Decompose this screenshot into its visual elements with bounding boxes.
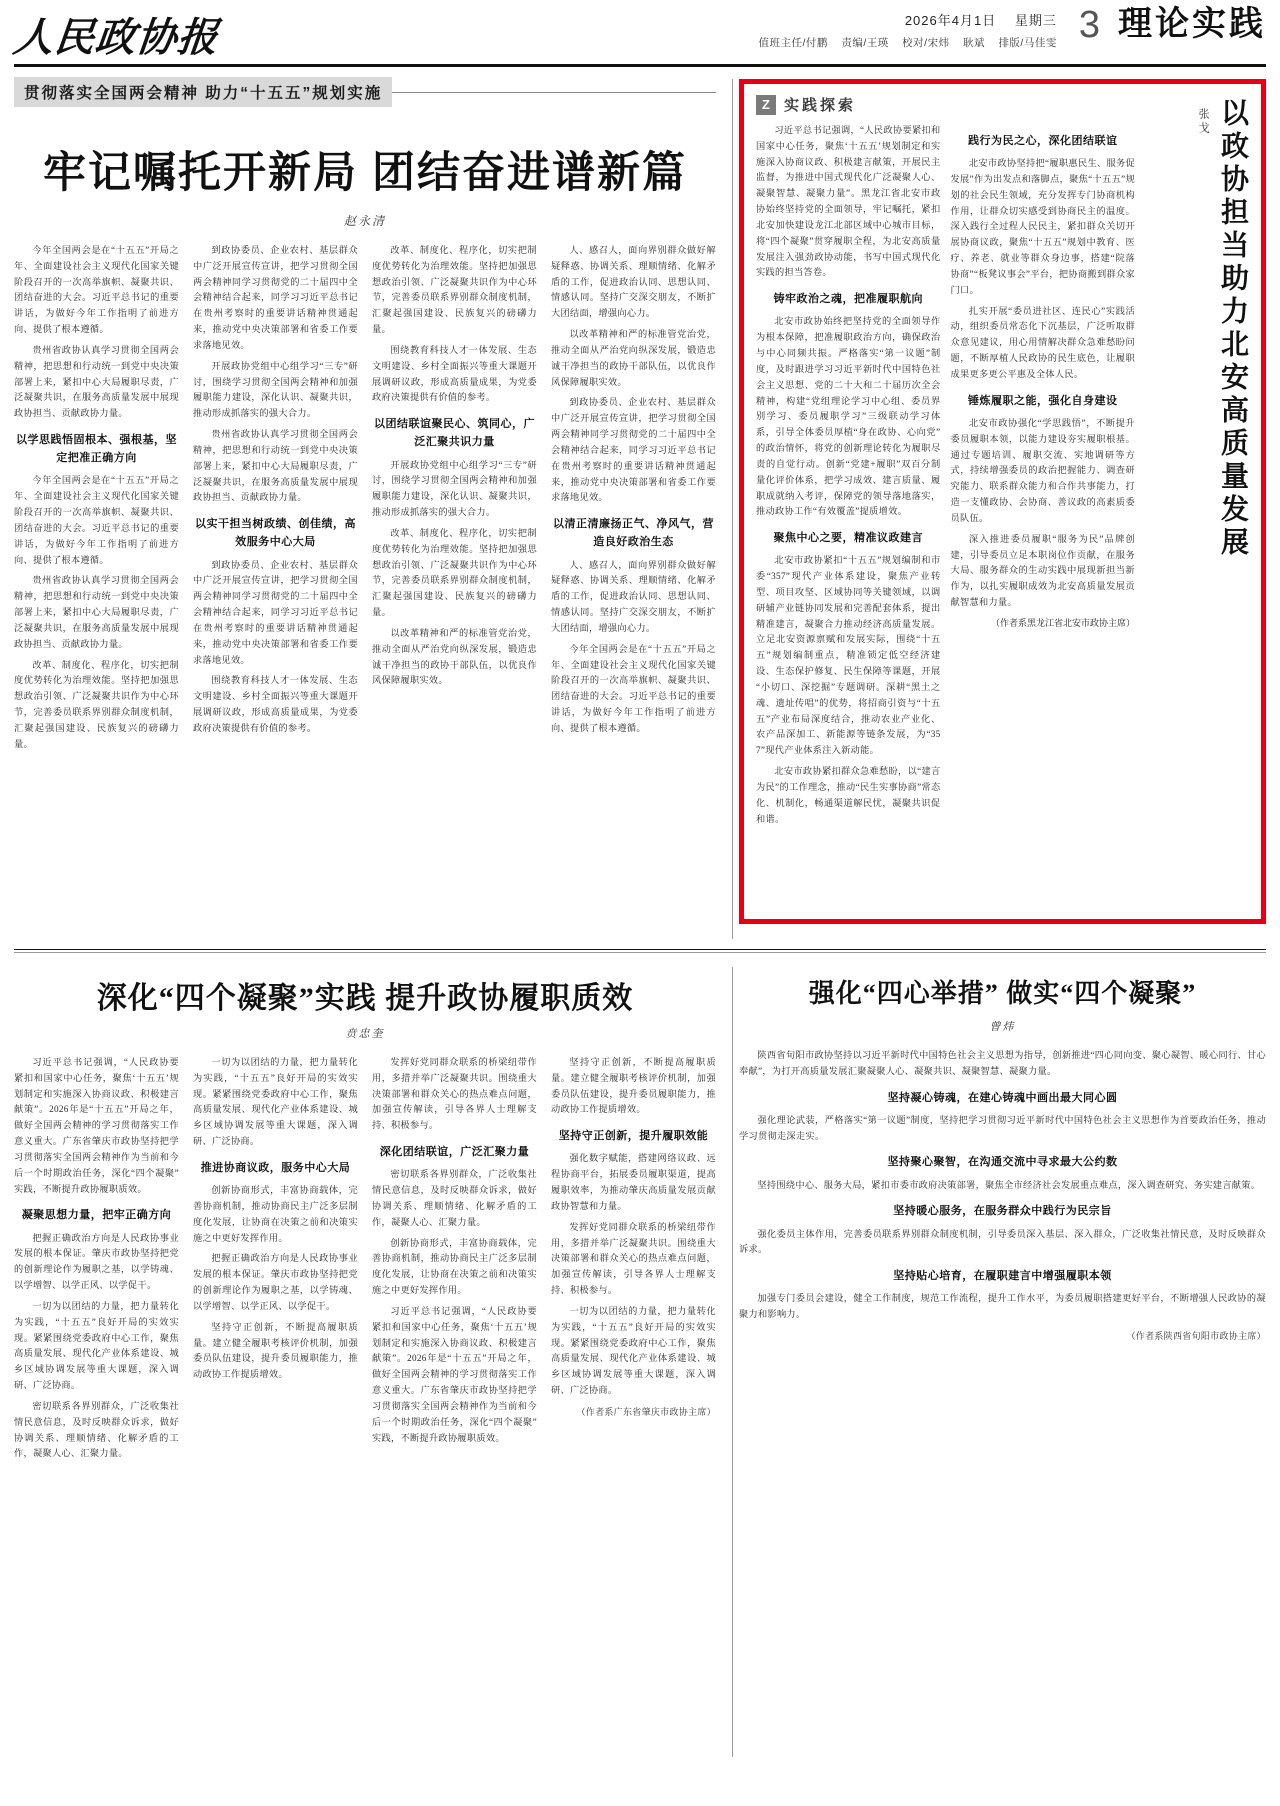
boxed-column-2 [951, 123, 1136, 911]
lead-column-1 [14, 243, 179, 757]
mid-page-divider [14, 949, 1266, 950]
paragraph: 密切联系各界别群众，广泛收集社情民意信息，及时反映群众诉求，做好协调关系、理顺情绪、化解矛盾的工作，凝聚人心、汇聚力量。 [372, 1169, 537, 1227]
paragraph: 以改革精神和严的标准管党治党，推动全面从严治党向纵深发展，锻造忠诚干净担当的政协干部队伍，以优良作风保障履职实效。 [551, 329, 716, 387]
paragraph: 把握正确政治方向是人民政协事业发展的根本保证。肇庆市政协坚持把党的创新理论作为履职之基，以学铸魂、以学增智、以学正风、以学促干。 [14, 1232, 179, 1291]
bl-subhead-2: 推进协商议政，服务中心大局 [200, 1161, 351, 1174]
bl-subhead-4: 坚持守正创新，提升履职效能 [558, 1130, 709, 1143]
bottom-left-column-3 [372, 1055, 537, 1467]
bottom-left-credit: （作者系广东省肇庆市政协主席） [576, 1406, 716, 1417]
bottom-right-byline: 曾炜 [989, 1021, 1016, 1033]
paragraph: 人、感召人，面向界别群众做好解疑释惑、协调关系、理顺情绪、化解矛盾的工作，促进政治认同、思想认同、情感认同。坚持广交深交朋友，不断扩大团结面，增强向心力。 [551, 559, 716, 633]
paragraph: 陕西省旬阳市政协坚持以习近平新时代中国特色社会主义思想为指导，创新推进“四心同向变、聚心凝智、暖心同行、甘心奉献”，为打开高质量发展汇聚凝聚人心、凝聚共识、凝聚智慧、凝聚力量。 [739, 1050, 1266, 1076]
bottom-left-columns [14, 1055, 716, 1467]
paragraph: 创新协商形式，丰富协商载体，完善协商机制，推动协商民主广泛多层制度化发展，让协商在决策之前和决策实施之中更好发挥作用。 [193, 1185, 358, 1243]
boxed-article-credit: （作者系黑龙江省北安市政协主席） [990, 617, 1135, 628]
top-section [14, 79, 1266, 939]
paragraph: 开展政协党组中心组学习“三专”研讨，围绕学习贯彻全国两会精神和加强履职能力建设，深化认识、凝聚共识，推动形成抓落实的强大合力。 [193, 360, 358, 419]
lead-subhead-4: 以清正清廉扬正气、净风气，营造良好政治生态 [553, 518, 714, 549]
paragraph: 习近平总书记强调，“人民政协要紧扣和国家中心任务，聚焦‘十五五’规划制定和实施深入协商议政、积极建言献策”。2026年是“十五五”开局之年，做好全国两会精神的学习贯彻落实工作意义重大。广东省肇庆市政协坚持把学习贯彻落实全国两会精神作为当前和今后一个时期政治任务，深化“四个凝聚”实践，不断提升政协履职质效。 [14, 1057, 179, 1194]
paragraph: 一切为以团结的力量，把力量转化为实践，“十五五”良好开局的实效实现。紧紧围绕党委政府中心工作，聚焦高质量发展、现代化产业体系建设、城乡区域协调发展等重大课题，深入调研、广泛协商。 [193, 1057, 358, 1147]
paragraph: 围绕教育科技人才一体发展、生态文明建设、乡村全面振兴等重大课题开展调研议政，形成高质量成果，为党委政府决策提供有价值的参考。 [372, 344, 537, 403]
paragraph: 以改革精神和严的标准管党治党，推动全面从严治党向纵深发展，锻造忠诚干净担当的政协干部队伍，以优良作风保障履职实效。 [372, 627, 537, 686]
paragraph: 强化数字赋能，搭建网络议政、远程协商平台，拓展委员履职渠道，提高履职效率，为推动肇庆高质量发展贡献政协智慧和力量。 [551, 1153, 716, 1211]
masthead-right-group [758, 0, 1266, 50]
br-subhead-3: 坚持暖心服务，在服务群众中践行为民宗旨 [893, 1205, 1112, 1218]
paragraph: 到政协委员、企业农村、基层群众中广泛开展宣传宣讲，把学习贯彻全国两会精神同学习贯彻党的二十届四中全会精神结合起来，同学习习近平总书记在贵州考察时的重要讲话精神贯通起来，推动党中央决策部署和省委工作要求落地见效。 [193, 245, 358, 350]
paragraph: 坚持守正创新，不断提高履职质量。建立健全履职考核评价机制，加强委员队伍建设，提升委员履职能力，推动政协工作提质增效。 [551, 1057, 716, 1115]
paragraph: 贵州省政协认真学习贯彻全国两会精神，把思想和行动统一到党中央决策部署上来，紧扣中心大局履职尽责，广泛凝聚共识，在服务高质量发展中展现政协担当、贡献政协力量。 [193, 429, 358, 503]
br-subhead-1: 坚持凝心铸魂，在建心铸魂中画出最大同心圆 [887, 1091, 1118, 1104]
staff-proofreader-2: 耿斌 [963, 37, 986, 49]
paragraph: 到政协委员、企业农村、基层群众中广泛开展宣传宣讲，把学习贯彻全国两会精神同学习贯彻党的二十届四中全会精神结合起来，同学习习近平总书记在贵州考察时的重要讲话精神贯通起来，推动党中央决策部署和省委工作要求落地见效。 [193, 559, 358, 665]
staff-responsible-editor: 责编/王瑛 [841, 37, 889, 49]
lead-subhead-1: 以学思践悟固根本、强根基，坚定把准正确方向 [16, 434, 177, 465]
lead-columns [14, 243, 716, 757]
boxed-article [739, 79, 1266, 924]
paragraph: 北安市政协强化“学思践悟”，不断提升委员履职本领，以能力建设夯实履职根基。通过专题培训、履职交流、实地调研等方式，持续增强委员的政治把握能力、调查研究能力、联系群众能力和合作共事能力，打造一支懂政协、会协商、善议政的高素质委员队伍。 [950, 417, 1135, 523]
paragraph: 改革、制度化、程序化，切实把制度优势转化为治理效能。坚持把加强思想政治引领、广泛凝聚共识作为中心环节，完善委员联系界别群众制度机制，汇聚起强国建设、民族复兴的磅礴力量。 [14, 659, 179, 749]
paragraph: 今年全国两会是在“十五五”开局之年、全面建设社会主义现代化国家关键阶段召开的一次高举旗帜、凝聚共识、团结奋进的大会。习近平总书记的重要讲话，为做好今年工作指明了前进方向、提供了根本遵循。 [14, 245, 179, 335]
boxed-article-byline: 张戈 [1197, 108, 1210, 136]
paragraph: 创新协商形式，丰富协商载体，完善协商机制，推动协商民主广泛多层制度化发展，让协商在决策之前和决策实施之中更好发挥作用。 [372, 1237, 537, 1296]
paragraph: 北安市政协紧扣群众急难愁盼，以“建言为民”的工作理念，推动“民生实事协商”常态化、机制化，畅通渠道解民忧，凝聚共识促和谐。 [756, 766, 941, 824]
bl-subhead-3: 深化团结联谊，广泛汇聚力量 [379, 1146, 530, 1159]
paragraph: 扎实开展“委员进社区、连民心”实践活动，组织委员常态化下沉基层，广泛听取群众意见建议，用心用情解决群众急难愁盼问题，不断厚植人民政协的民生底色，让履职成果更多更公平惠及全体人民。 [950, 305, 1135, 379]
paragraph: 加强专门委员会建设，健全工作制度，规范工作流程，提升工作水平，为委员履职搭建更好平台，不断增强人民政协的凝聚力和影响力。 [739, 1293, 1266, 1320]
masthead [11, 0, 1266, 62]
boxed-subhead-3: 践行为民之心，深化团结联谊 [968, 135, 1118, 147]
bottom-right-article [739, 967, 1266, 1757]
lead-subhead-3: 以团结联谊聚民心、筑同心，广泛汇聚共识力量 [374, 418, 535, 449]
paragraph: 北安市政协紧扣“十五五”规划编制和市委“357”现代产业体系建设，聚焦产业转型、项目攻坚、区域协同等关键领域，以调研辅产业链协同发展和完善配套体系，提出精准建言，凝聚合力推动经济高质量发展。立足北安资源禀赋和发展实际，围绕“十五五”规划编制重点，精准锁定低空经济建设、生态保护修复、民生保障等课题，开展“小切口、深挖掘”专题调研。深耕“黑土之魂、遗址传唱”的优势，将招商引资与“十五五”产业布局深度结合，推动农业产业化、农产品深加工、新能源等链条发展，为“357”现代产业体系注入新动能。 [756, 555, 941, 756]
br-subhead-2: 坚持聚心聚智，在沟通交流中寻求最大公约数 [887, 1156, 1118, 1169]
paragraph: 密切联系各界别群众，广泛收集社情民意信息，及时反映群众诉求，做好协调关系、理顺情绪、化解矛盾的工作，凝聚人心、汇聚力量。 [14, 1400, 179, 1459]
bottom-left-byline: 贲忠奎 [345, 1028, 385, 1040]
paragraph: 贵州省政协认真学习贯彻全国两会精神，把思想和行动统一到党中央决策部署上来，紧扣中心大局履职尽责，广泛凝聚共识，在服务高质量发展中展现政协担当、贡献政协力量。 [14, 575, 179, 649]
masthead-divider [14, 64, 1266, 67]
paragraph: 坚持守正创新，不断提高履职质量。建立健全履职考核评价机制，加强委员队伍建设，提升委员履职能力，推动政协工作提质增效。 [193, 1321, 358, 1380]
lead-column-2 [193, 243, 358, 757]
paragraph: 改革、制度化、程序化，切实把制度优势转化为治理效能。坚持把加强思想政治引领、广泛凝聚共识作为中心环节，完善委员联系界别群众制度机制，汇聚起强国建设、民族复兴的磅礴力量。 [372, 245, 537, 335]
staff-credits [758, 35, 1056, 50]
staff-duty-editor: 值班主任/付鹏 [758, 37, 828, 49]
boxed-article-tag [756, 94, 1135, 115]
paragraph: 北安市政协始终把坚持党的全面领导作为根本保障，把准履职政治方向，确保政治与中心同频共振。严格落实“第一议题”制度，及时跟进学习习近平新时代中国特色社会主义思想、党的二十大和二十届历次全会精神，构建“党组理论学习中心组、委员界别学习、委员履职学习”三级联动学习体系，引导全体委员厚植“身在政协、心向党”的政治情怀，将党的创新理论转化为履职尽责的自觉行动。创新“党建+履职”双百分制量化评价体系，把学习成效、建言质量、履职成就纳入考评，保障党的领导落地落实，推动政协工作“有效覆盖”提质增效。 [756, 316, 941, 517]
paragraph: 一切为以团结的力量，把力量转化为实践，“十五五”良好开局的实效实现。紧紧围绕党委政府中心工作，聚焦高质量发展、现代化产业体系建设、城乡区域协调发展等重大课题，深入调研、广泛协商。 [14, 1300, 179, 1391]
lead-headline: 牢记嘱托开新局 团结奋进谱新篇 [43, 149, 687, 197]
lead-subhead-2: 以实干担当树政绩、创佳绩，高效服务中心大局 [195, 518, 356, 549]
paragraph: 北安市政协坚持把“履职惠民生、服务促发展”作为出发点和落脚点，聚焦“十五五”规划的社会民生领域，充分发挥专门协商机构作用，让群众切实感受到协商民主的温度。深入践行全过程人民民主，紧扣群众关切开展协商议政，聚焦“十五五”规划中教育、医疗、养老、就业等群众身边事，搭建“院落协商”“板凳议事会”平台，把协商搬到群众家门口。 [950, 158, 1135, 295]
section-title: 理论实践 [1118, 6, 1266, 43]
staff-proofreader: 校对/宋炜 [902, 37, 950, 49]
paragraph: 今年全国两会是在“十五五”开局之年、全面建设社会主义现代化国家关键阶段召开的一次高举旗帜、凝聚共识、团结奋进的大会。习近平总书记的重要讲话，为做好今年工作指明了前进方向、提供了根本遵循。 [551, 643, 716, 733]
paragraph: 围绕教育科技人才一体发展、生态文明建设、乡村全面振兴等重大课题开展调研议政，形成高质量成果，为党委政府决策提供有价值的参考。 [193, 675, 358, 733]
boxed-article-vertical-title-area [1135, 94, 1251, 911]
bottom-right-columns [739, 1048, 1266, 1342]
kicker-rule [392, 92, 716, 93]
page-number: 3 [1078, 4, 1100, 46]
paragraph: 习近平总书记强调，“人民政协要紧扣和国家中心任务，聚焦‘十五五’规划制定和实施深入协商议政、积极建言献策”。2026年是“十五五”开局之年，做好全国两会精神的学习贯彻落实工作意义重大。广东省肇庆市政协坚持把学习贯彻落实全国两会精神作为当前和今后一个时期政治任务，深化“四个凝聚”实践，不断提升政协履职质效。 [372, 1305, 537, 1443]
z-badge-icon: Z [756, 95, 776, 115]
paragraph: 人、感召人，面向界别群众做好解疑释惑、协调关系、理顺情绪、化解矛盾的工作，促进政治认同、思想认同、情感认同。坚持广交深交朋友，不断扩大团结面，增强向心力。 [551, 245, 716, 319]
paragraph: 一切为以团结的力量，把力量转化为实践，“十五五”良好开局的实效实现。紧紧围绕党委政府中心工作，聚焦高质量发展、现代化产业体系建设、城乡区域协调发展等重大课题，深入调研、广泛协商。 [551, 1305, 716, 1396]
lead-column-3 [372, 243, 537, 757]
paragraph: 坚持围绕中心、服务大局，紧扣市委市政府决策部署，聚焦全市经济社会发展重点难点，深入调查研究、务实建言献策。 [757, 1179, 1261, 1190]
paragraph: 强化理论武装，严格落实“第一议题”制度，坚持把学习贯彻习近平新时代中国特色社会主义思想作为首要政治任务，推动学习贯彻走深走实。 [739, 1114, 1266, 1141]
date-text: 2026年4月1日 [904, 13, 997, 28]
paragraph: 深入推进委员履职“服务为民”品牌创建，引导委员立足本职岗位作贡献，在服务大局、服务群众的生动实践中展现新担当新作为，以扎实履职成效为北安高质量发展贡献智慧和力量。 [950, 533, 1135, 607]
br-subhead-4: 坚持贴心培育，在履职建言中增强履职本领 [893, 1270, 1112, 1283]
bottom-left-column-4 [551, 1055, 716, 1467]
lead-kicker-row [14, 79, 716, 105]
paragraph: 习近平总书记强调，“人民政协要紧扣和国家中心任务，聚焦‘十五五’规划制定和实施深入协商议政、积极建言献策，开展民主监督，为推进中国式现代化广泛凝聚人心、凝聚智慧、凝聚力量”。黑龙江省北安市政协始终坚持党的全面领导，牢记嘱托，紧扣北安加快建设龙江北部区域中心城市目标，将“四个凝聚”贯穿履职全程，为北安高质量发展注入强劲政协动能，书写中国式现代化实践的担当答卷。 [756, 125, 941, 278]
newspaper-logo: 人民政协报 [11, 15, 221, 60]
paragraph: 发挥好党同群众联系的桥梁纽带作用，多措并举广泛凝聚共识。围绕重大决策部署和群众关心的热点难点问题，加强宣传解读，引导各界人士理解支持、积极参与。 [372, 1057, 537, 1131]
paragraph: 开展政协党组中心组学习“三专”研讨，围绕学习贯彻全国两会精神和加强履职能力建设，深化认识、凝聚共识，推动形成抓落实的强大合力。 [372, 459, 537, 518]
paragraph: 把握正确政治方向是人民政协事业发展的根本保证。肇庆市政协坚持把党的创新理论作为履职之基，以学铸魂、以学增智、以学正风、以学促干。 [193, 1253, 358, 1311]
bottom-right-headline: 强化“四心举措” 做实“四个凝聚” [808, 979, 1197, 1008]
bottom-left-article [14, 967, 726, 1757]
paragraph: 到政协委员、企业农村、基层群众中广泛开展宣传宣讲，把学习贯彻全国两会精神同学习贯彻党的二十届四中全会精神结合起来，同学习习近平总书记在贵州考察时的重要讲话精神贯通起来，推动党中央决策部署和省委工作要求落地见效。 [551, 397, 716, 503]
bottom-left-column-1 [14, 1055, 179, 1467]
paragraph: 发挥好党同群众联系的桥梁纽带作用，多措并举广泛凝聚共识。围绕重大决策部署和群众关心的热点难点问题，加强宣传解读，引导各界人士理解支持、积极参与。 [551, 1221, 716, 1296]
bottom-section [14, 967, 1266, 1757]
boxed-subhead-4: 锤炼履职之能，强化自身建设 [968, 394, 1118, 407]
paragraph: 今年全国两会是在“十五五”开局之年、全面建设社会主义现代化国家关键阶段召开的一次高举旗帜、凝聚共识、团结奋进的大会。习近平总书记的重要讲话，为做好今年工作指明了前进方向、提供了根本遵循。 [14, 475, 179, 565]
bottom-right-column-1 [739, 1048, 1266, 1342]
weekday-text: 星期三 [1014, 13, 1057, 28]
publication-date [758, 10, 1056, 29]
lead-byline: 赵永清 [343, 214, 386, 228]
boxed-subhead-2: 聚焦中心之要，精准议政建言 [773, 532, 923, 545]
boxed-article-headline: 以政协担当助力北安高质量发展 [1218, 98, 1249, 560]
bl-subhead-1: 凝聚思想力量，把牢正确方向 [21, 1209, 172, 1222]
lead-article [14, 79, 726, 939]
paragraph: 贵州省政协认真学习贯彻全国两会精神，把思想和行动统一到党中央决策部署上来，紧扣中心大局履职尽责，广泛凝聚共识，在服务高质量发展中展现政协担当、贡献政协力量。 [14, 344, 179, 419]
bottom-vertical-divider [732, 967, 733, 1757]
masthead-meta [758, 4, 1056, 50]
boxed-article-columns [756, 123, 1135, 911]
boxed-column-1 [756, 123, 941, 911]
paragraph: 改革、制度化、程序化，切实把制度优势转化为治理效能。坚持把加强思想政治引领、广泛凝聚共识作为中心环节，完善委员联系界别群众制度机制，汇聚起强国建设、民族复兴的磅礴力量。 [372, 527, 537, 618]
boxed-article-body [756, 94, 1135, 911]
boxed-article-tag-label: 实践探索 [784, 97, 857, 114]
mid-page-divider-thin [14, 952, 1266, 953]
bottom-left-column-2 [193, 1055, 358, 1467]
lead-column-4 [551, 243, 716, 757]
bottom-left-headline: 深化“四个凝聚”实践 提升政协履职质效 [96, 982, 634, 1015]
bottom-right-credit: （作者系陕西省旬阳市政协主席） [1126, 1331, 1266, 1342]
lead-kicker: 贯彻落实全国两会精神 助力“十五五”规划实施 [14, 77, 392, 107]
boxed-article-wrapper [739, 79, 1266, 939]
top-vertical-divider [732, 79, 733, 939]
paragraph: 强化委员主体作用，完善委员联系界别群众制度机制，引导委员深入基层、深入群众，广泛收集社情民意，及时反映群众诉求。 [739, 1228, 1266, 1255]
boxed-subhead-1: 铸牢政治之魂，把准履职航向 [773, 293, 923, 306]
staff-layout: 排版/马佳雯 [998, 37, 1057, 49]
